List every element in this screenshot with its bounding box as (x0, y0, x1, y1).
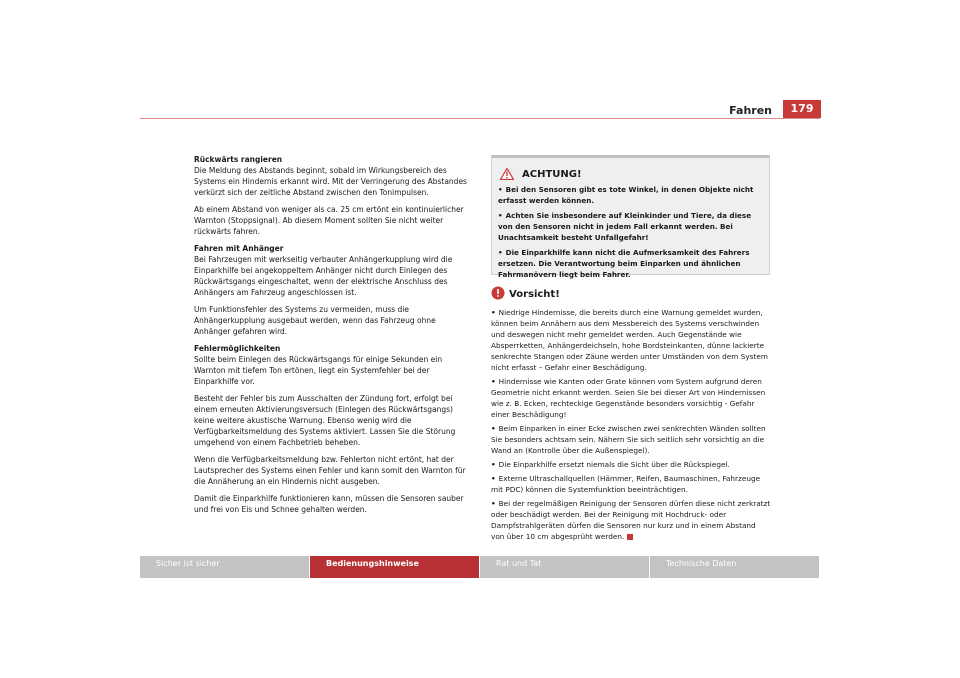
bullet-icon: • (491, 308, 496, 317)
paragraph: Die Meldung des Abstands beginnt, sobald im Wirkungsbereich des Systems ein Hindernis erkannt wird. Mit der Verringerung des Abstandes verkürzt sich der zeitliche Abstand zwischen den Tonimpulsen. (194, 166, 467, 197)
list-item: • Bei der regelmäßigen Reinigung der Sensoren dürfen diese nicht zerkratzt oder beschädigt werden. Bei der Reinigung mit Hochdruck- oder Dampfstrahlgeräten dürfen die Sensoren nur kurz und in einem Abstand von über 10 cm abgesprüht werden. (491, 499, 771, 541)
tab-bedienungshinweise[interactable]: Bedienungshinweise (310, 556, 480, 578)
tab-technische-daten[interactable]: Technische Daten (650, 556, 820, 578)
paragraph: Ab einem Abstand von weniger als ca. 25 cm ertönt ein kontinuierlicher Warnton (Stoppsignal). Ab diesem Moment sollten Sie nicht weiter rückwärts fahren. (194, 205, 464, 236)
list-item: • Die Einparkhilfe ersetzt niemals die Sicht über die Rückspiegel. (491, 460, 730, 469)
page-number: 179 (783, 100, 821, 118)
list-item: • Beim Einparken in einer Ecke zwischen zwei senkrechten Wänden sollten Sie besonders achtsam sein. Nähern Sie sich seitlich sehr vorsichtig an die Wand an (Kontrolle über die Außenspiegel). (491, 424, 766, 455)
warning-title: ACHTUNG! (522, 169, 582, 180)
caution-header (491, 286, 771, 303)
paragraph: Wenn die Verfügbarkeitsmeldung bzw. Fehlerton nicht ertönt, hat der Lautsprecher des Systems einen Fehler und kann somit den Warnton für die Annäherung an ein Hindernis nicht ausgeben. (194, 455, 466, 486)
bullet-icon: • (498, 248, 503, 257)
warning-triangle-icon (500, 165, 514, 184)
list-item: • Bei den Sensoren gibt es tote Winkel, in denen Objekte nicht erfasst werden können. (498, 185, 754, 205)
bullet-icon: • (498, 185, 503, 194)
section-heading: Fahren mit Anhänger (194, 244, 284, 253)
tab-sicher-ist-sicher[interactable]: Sicher ist sicher (140, 556, 310, 578)
header-divider (140, 118, 820, 119)
list-item: • Niedrige Hindernisse, die bereits durch eine Warnung gemeldet wurden, können beim Annähern aus dem Messbereich des Systems verschwinden und deswegen nicht mehr gemeldet werden. Auch Gegenstände wie Absperrketten, Anhängerdeichseln, hohe Bordsteinkanten, dünne lackierte senkrechte Stangen oder Zäune werden unter Umständen von dem System nicht erfasst – Gefahr einer Beschädigung. (491, 308, 768, 372)
tab-rat-und-tat[interactable]: Rat und Tat (480, 556, 650, 578)
bullet-icon: • (491, 499, 496, 508)
bullet-icon: • (491, 377, 496, 386)
bullet-icon: • (491, 474, 496, 483)
paragraph: Besteht der Fehler bis zum Ausschalten der Zündung fort, erfolgt bei einem erneuten Aktivierungsversuch (Einlegen des Rückwärtsgangs) keine weitere akustische Warnung. Ebenso wenig wird die Verfügbarkeitsmeldung des Systems aktiviert. Lassen Sie die Störung umgehend von einem Fachbetrieb beheben. (194, 394, 456, 447)
list-item: • Externe Ultraschallquellen (Hämmer, Reifen, Baumaschinen, Fahrzeuge mit PDC) können die Systemfunktion beeinträchtigen. (491, 474, 761, 494)
end-marker-icon (627, 534, 633, 540)
bullet-icon: • (491, 424, 496, 433)
paragraph: Damit die Einparkhilfe funktionieren kann, müssen die Sensoren sauber und frei von Eis und Schnee gehalten werden. (194, 494, 464, 514)
bullet-icon: • (498, 211, 503, 220)
list-item: • Hindernisse wie Kanten oder Grate können vom System aufgrund deren Geometrie nicht erkannt werden. Seien Sie bei dieser Art von Hindernissen wie z. B. Ecken, rechteckige Gegenstände besonders vorsichtig - Gefahr einer Beschädigung! (491, 377, 766, 419)
section-heading: Fehlermöglichkeiten (194, 344, 281, 353)
list-item: • Achten Sie insbesondere auf Kleinkinder und Tiere, da diese von den Sensoren nicht in jedem Fall erkannt werden. Bei Unachtsamkeit besteht Unfallgefahr! (498, 211, 752, 242)
paragraph: Um Funktionsfehler des Systems zu vermeiden, muss die Anhängerkupplung ausgebaut werden, wenn das Fahrzeug ohne Anhänger gefahren wird. (194, 305, 436, 336)
exclamation-icon (491, 286, 505, 303)
caution-title: Vorsicht! (509, 289, 560, 300)
left-column (194, 154, 470, 521)
paragraph: Bei Fahrzeugen mit werkseitig verbauter Anhängerkupplung wird die Einparkhilfe bei angekoppeltem Anhänger nicht durch Einlegen des Rückwärtsgangs eingeschaltet, wenn der elektrische Anschluss des Anhängers am Fahrzeug angeschlossen ist. (194, 255, 453, 297)
section-heading: Rückwärts rangieren (194, 155, 283, 164)
paragraph: Sollte beim Einlegen des Rückwärtsgangs für einige Sekunden ein Warnton mit tiefem Ton ertönen, liegt ein Systemfehler bei der Einparkhilfe vor. (194, 355, 443, 386)
footer-nav (140, 556, 820, 578)
warning-list (498, 184, 766, 284)
page-title: Fahren (729, 104, 772, 117)
bullet-icon: • (491, 460, 496, 469)
warning-header (500, 165, 582, 184)
warning-box (491, 155, 770, 279)
caution-section (491, 286, 771, 545)
list-item: • Die Einparkhilfe kann nicht die Aufmerksamkeit des Fahrers ersetzen. Die Verantwortung beim Einparken und ähnlichen Fahrmanövern liegt beim Fahrer. (498, 248, 750, 279)
